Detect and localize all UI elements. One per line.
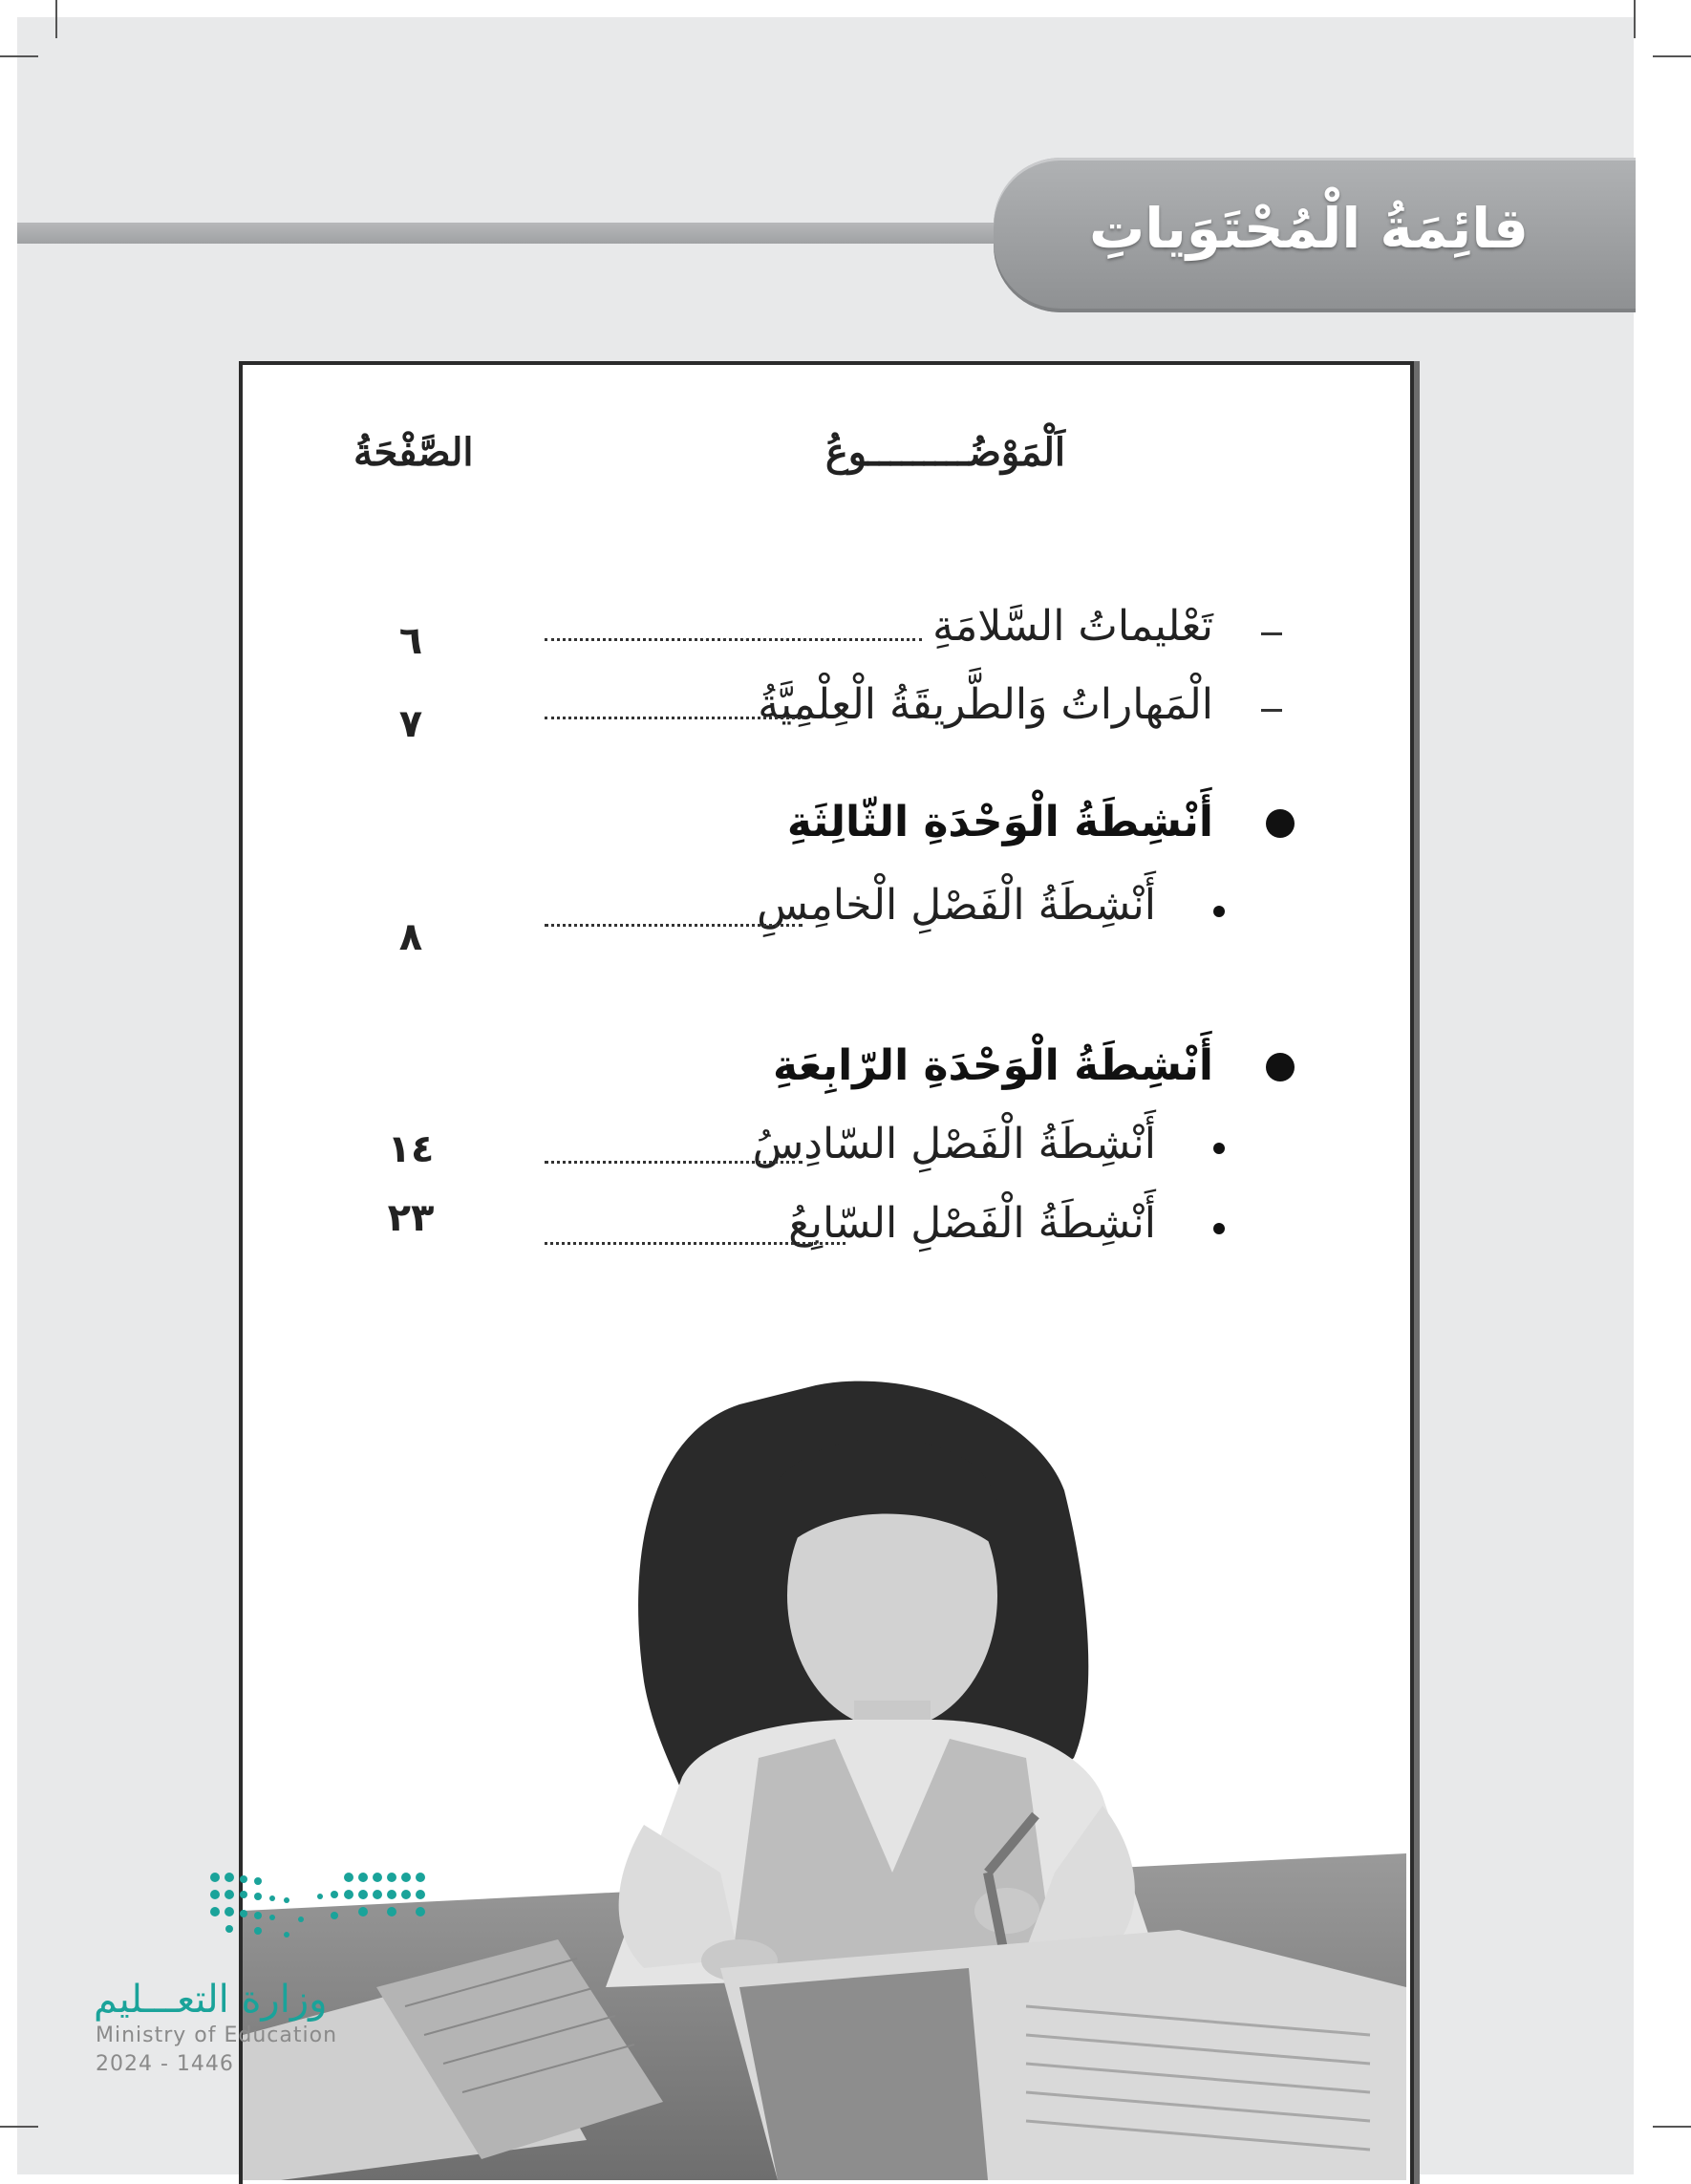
unit-title[interactable]: أَنْشِطَةُ الْوَحْدَةِ الرّابِعَةِ [773, 1041, 1213, 1090]
page-number: ٨ [398, 915, 423, 959]
toc-entry[interactable]: تَعْليماتُ السَّلامَةِ [932, 602, 1213, 651]
chapter-bullet [1213, 906, 1225, 917]
header-band [17, 223, 1068, 244]
unit-bullet [1266, 1053, 1295, 1081]
crop-mark [0, 2126, 38, 2128]
ministry-logo-arabic: وزارة التعـــليم [94, 1978, 328, 2022]
girl-cutting-photo [243, 1376, 1406, 2180]
ministry-logo-icon [205, 1868, 444, 1944]
crop-mark [1653, 55, 1691, 57]
crop-mark [0, 55, 38, 57]
crop-mark [1634, 0, 1636, 38]
leader-dots [545, 717, 801, 719]
dash-marker [1261, 709, 1282, 712]
ministry-logo-english: Ministry of Education [96, 2023, 338, 2047]
toc-entry[interactable]: الْمَهاراتُ وَالطَّريقَةُ الْعِلْمِيَّةُ [758, 680, 1213, 729]
dash-marker [1261, 632, 1282, 635]
toc-entry[interactable]: أَنْشِطَةُ الْفَصْلِ الْخامِسِ [757, 881, 1156, 930]
chapter-bullet [1213, 1143, 1225, 1154]
toc-entry[interactable]: أَنْشِطَةُ الْفَصْلِ السّابِعُ [788, 1199, 1156, 1248]
leader-dots [545, 1242, 846, 1245]
crop-mark [1653, 2126, 1691, 2128]
page-number: ١٤ [387, 1127, 435, 1171]
page-title: قائِمَةُ الْمُحْتَوَياتِ [1088, 196, 1529, 261]
unit-bullet [1266, 809, 1295, 838]
page-number: ٦ [398, 619, 423, 663]
page-number: ٧ [398, 702, 423, 746]
page-number: ٢٣ [387, 1196, 435, 1240]
subject-header: اَلْمَوْضُـــــــــوعُ [824, 430, 1065, 475]
crop-mark [55, 0, 57, 38]
leader-dots [545, 924, 803, 927]
edition-year: 2024 - 1446 [96, 2052, 234, 2076]
toc-entry[interactable]: أَنْشِطَةُ الْفَصْلِ السّادِسُ [752, 1120, 1156, 1168]
leader-dots [545, 638, 922, 641]
leader-dots [545, 1161, 803, 1164]
page-header: الصَّفْحَةُ [353, 430, 474, 475]
unit-title[interactable]: أَنْشِطَةُ الْوَحْدَةِ الثّالِثَةِ [786, 798, 1213, 846]
chapter-bullet [1213, 1223, 1225, 1234]
